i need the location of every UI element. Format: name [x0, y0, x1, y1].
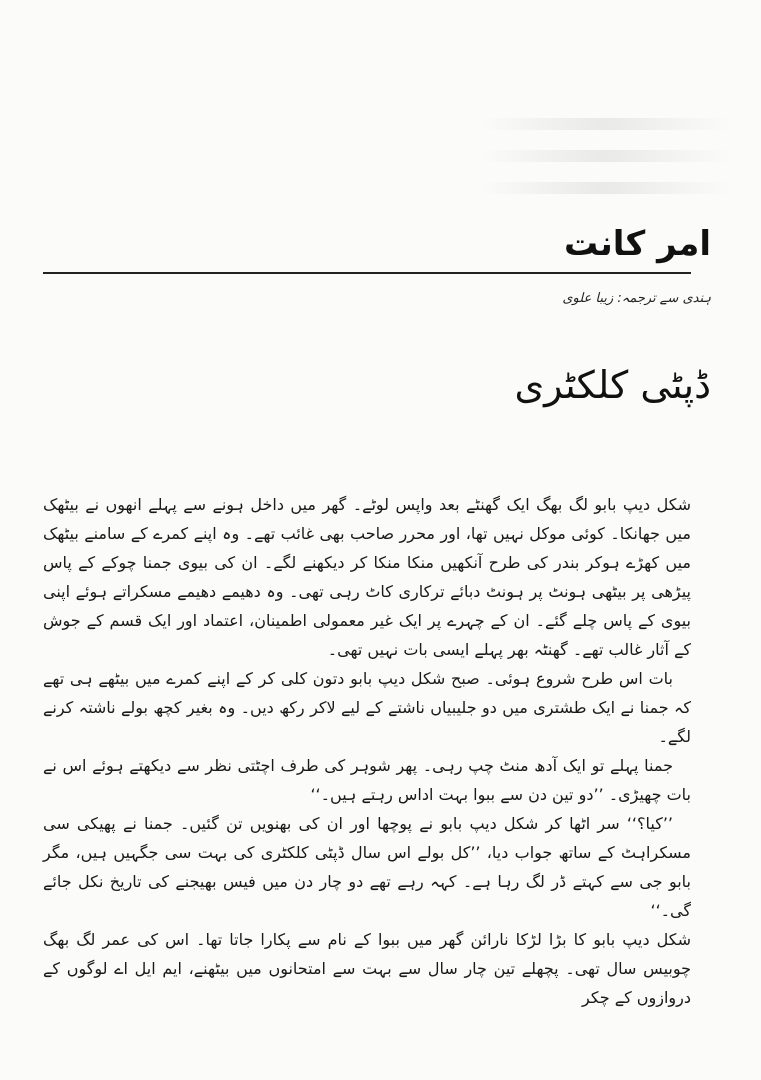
- paragraph: جمنا پہلے تو ایک آدھ منٹ چپ رہی۔ پھر شوہر کی طرف اچٹتی نظر سے دیکھتے ہوئے اس نے بات چھیڑی۔ ’’دو تین دن سے ببوا بہت اداس رہتے ہیں۔‘‘: [43, 756, 691, 804]
- bleed-through-line: [480, 150, 730, 162]
- paragraph: ’’کیا؟‘‘ سر اٹھا کر شکل دیپ بابو نے پوچھا اور ان کی بھنویں تن گئیں۔ جمنا نے پھیکی سی مسکراہٹ کے ساتھ جواب دیا، ’’کل بولے اس سال ڈپٹی کلکٹری کی بہت سی جگہیں ہیں، مگر بابو جی سے کہتے ڈر لگ رہا ہے۔ کہہ رہے تھے دو چار دن میں فیس بھیجنے کی تاریخ نکل جائے گی۔‘‘: [43, 814, 691, 920]
- paragraph: بات اس طرح شروع ہوئی۔ صبح شکل دیپ بابو دتون کلی کر کے اپنے کمرے میں بیٹھے ہی تھے کہ جمنا نے ایک طشتری میں دو جلیبیاں ناشتے کے لیے لاکر رکھ دیں۔ وہ بغیر کچھ بولے ناشتہ کرنے لگے۔: [43, 669, 691, 746]
- story-title: ڈپٹی کلکٹری: [514, 363, 711, 407]
- paragraph: شکل دیپ بابو کا بڑا لڑکا نارائن گھر میں ببوا کے نام سے پکارا جاتا تھا۔ اس کی عمر لگ بھگ چوبیس سال تھی۔ پچھلے تین چار سال سے بہت سے امتحانوں میں بیٹھنے، ایم ایل اے لوگوں کے دروازوں کے چکر: [43, 930, 691, 1007]
- story-body: [43, 490, 691, 1012]
- author-name: امر کانت: [564, 224, 711, 264]
- bleed-through-line: [480, 182, 730, 194]
- header-divider: [43, 272, 691, 274]
- paragraph: شکل دیپ بابو لگ بھگ ایک گھنٹے بعد واپس لوٹے۔ گھر میں داخل ہونے سے پہلے انھوں نے بیٹھک میں جھانکا۔ کوئی موکل نہیں تھا، اور محرر صاحب بھی غائب تھے۔ وہ اپنے کمرے کے سامنے بیٹھک میں کھڑے ہوکر بندر کی طرح آنکھیں منکا منکا کر دیکھنے لگے۔ ان کی بیوی جمنا چوکے کے پاس پیڑھی پر بیٹھی ہونٹ پر ہونٹ دبائے ترکاری کاٹ رہی تھی۔ وہ دھیمے دھیمے مسکراتے ہوئے اپنی بیوی کے پاس چلے گئے۔ ان کے چہرے پر ایک غیر معمولی اطمینان، اعتماد اور ایک قسم کے جوش کے آثار غالب تھے۔ گھنٹہ بھر پہلے ایسی بات نہیں تھی۔: [43, 495, 691, 659]
- translator-credit: ہندی سے ترجمہ: زیبا علوی: [562, 291, 711, 306]
- bleed-through-line: [480, 118, 730, 130]
